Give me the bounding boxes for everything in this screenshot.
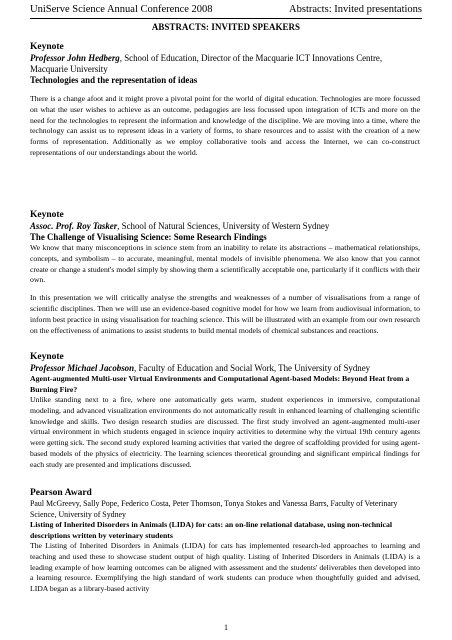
talk-title: Technologies and the representation of ideas [30,75,198,85]
running-header [30,2,422,19]
abstract-paragraph: The Listing of Inherited Disorders in Animals (LIDA) for cats has implemented research-led approaches to learning and teaching and used these to showcase student output of high quality. Listing of Inherited Disorders in Animals (LIDA) is a leading example of how learning outcomes can be aligned with assessment and the students' deliverables then developed into a learning resource. Exemplifying the high standard of work students can produce when thoughtfully guided and advised, LIDA began as a library-based activity [30,541,420,594]
section-heading: Keynote [30,352,64,362]
section-heading: Keynote [30,210,64,220]
talk-title: Agent-augmented Multi-user Virtual Environments and Computational Agent-based Models: Beyond Heat from a Burning Fire? [30,374,410,394]
abstract-paragraph: Unlike standing next to a fire, where one automatically gets warm, student experiences in immersive, computational modeling, and advanced visualization environments do not automatically result in enhanced learning of challenging scientific knowledge and skills. Two design research studies are discussed. The first study involved an agent-augmented multi-user virtual environment in which students engaged in science inquiry activities to determine why the virtual 19th century agents were getting sick. The second study explored learning activities that varied the degree of scaffolding provided for using agent-based models of the physics of electricity. The learning sciences theoretical grounding and significant empirical findings for each study are presented and implications discussed. [30,395,420,469]
speaker-line [30,221,420,232]
section-pearson-award [30,488,420,595]
speaker-affiliation: , School of Natural Sciences, University of Western Sydney [117,221,330,231]
section-keynote-hedberg [30,42,420,159]
speaker-name: Assoc. Prof. Roy Tasker [30,221,118,231]
speaker-affiliation: , School of Education, Director of the Macquarie ICT Innovations Centre, Macquarie University [30,53,383,74]
speaker-affiliation: , Faculty of Education and Social Work, The University of Sydney [134,363,371,373]
talk-title: Listing of Inherited Disorders in Animals (LIDA) for cats: an on-line relational database, using non-technical descriptions written by veterinary students [30,520,393,540]
page-title: ABSTRACTS: INVITED SPEAKERS [151,22,301,32]
abstract-paragraph: In this presentation we will critically analyse the strengths and weaknesses of a number of visualisations from a range of scientific disciplines. Then we will use an evidence-based cognitive model for how we learn from audiovisual information, to inform best practice in using visualisation for teaching science. This will be illustrated with an example from our own research on the effectiveness of animations to assist students to build mental models of chemical substances and reactions. [30,293,420,335]
speaker-line [30,363,420,374]
section-heading: Keynote [30,42,64,52]
page-number: 1 [224,623,228,632]
section-keynote-jacobson [30,352,420,471]
author-list: Paul McGreevy, Sally Pope, Federico Costa, Peter Thomson, Tonya Stokes and Vanessa Barrs, Faculty of Veterinary Science, University of Sydney [30,499,398,519]
section-keynote-tasker [30,210,420,336]
section-heading: Pearson Award [30,488,92,498]
speaker-name: Professor Michael Jacobson [30,363,135,373]
abstract-paragraph: We know that many misconceptions in science stem from an inability to relate its abstractions – mathematical relationships, concepts, and symbolism – to accurate, meaningful, mental models of invisible phenomena. We also know that you cannot create or change a student's model simply by showing them a scientifically acceptable one, particularly if it conflicts with their own. [30,243,420,285]
header-right: Abstracts: Invited presentations [289,4,422,15]
header-left: UniServe Science Annual Conference 2008 [30,4,213,15]
speaker-line [30,53,420,75]
speaker-name: Professor John Hedberg [30,53,120,63]
talk-title: The Challenge of Visualising Science: Some Research Findings [30,232,267,242]
abstract-paragraph: There is a change afoot and it might prove a pivotal point for the world of digital education. Technologies are more focussed on what the user wishes to achieve as an outcome, pedagogies are less focussed upon integration of ICTs and more on the need for the technologies to represent the information and knowledge of the discipline. We are moving into a time, where the technology can assist us to represent ideas in a variety of forms, to share resources and to assist with the creation of a new forms of representation. Additionally as we employ collaborative tools and access the Internet, we can co-construct representations of our understandings about the world. [30,94,420,157]
